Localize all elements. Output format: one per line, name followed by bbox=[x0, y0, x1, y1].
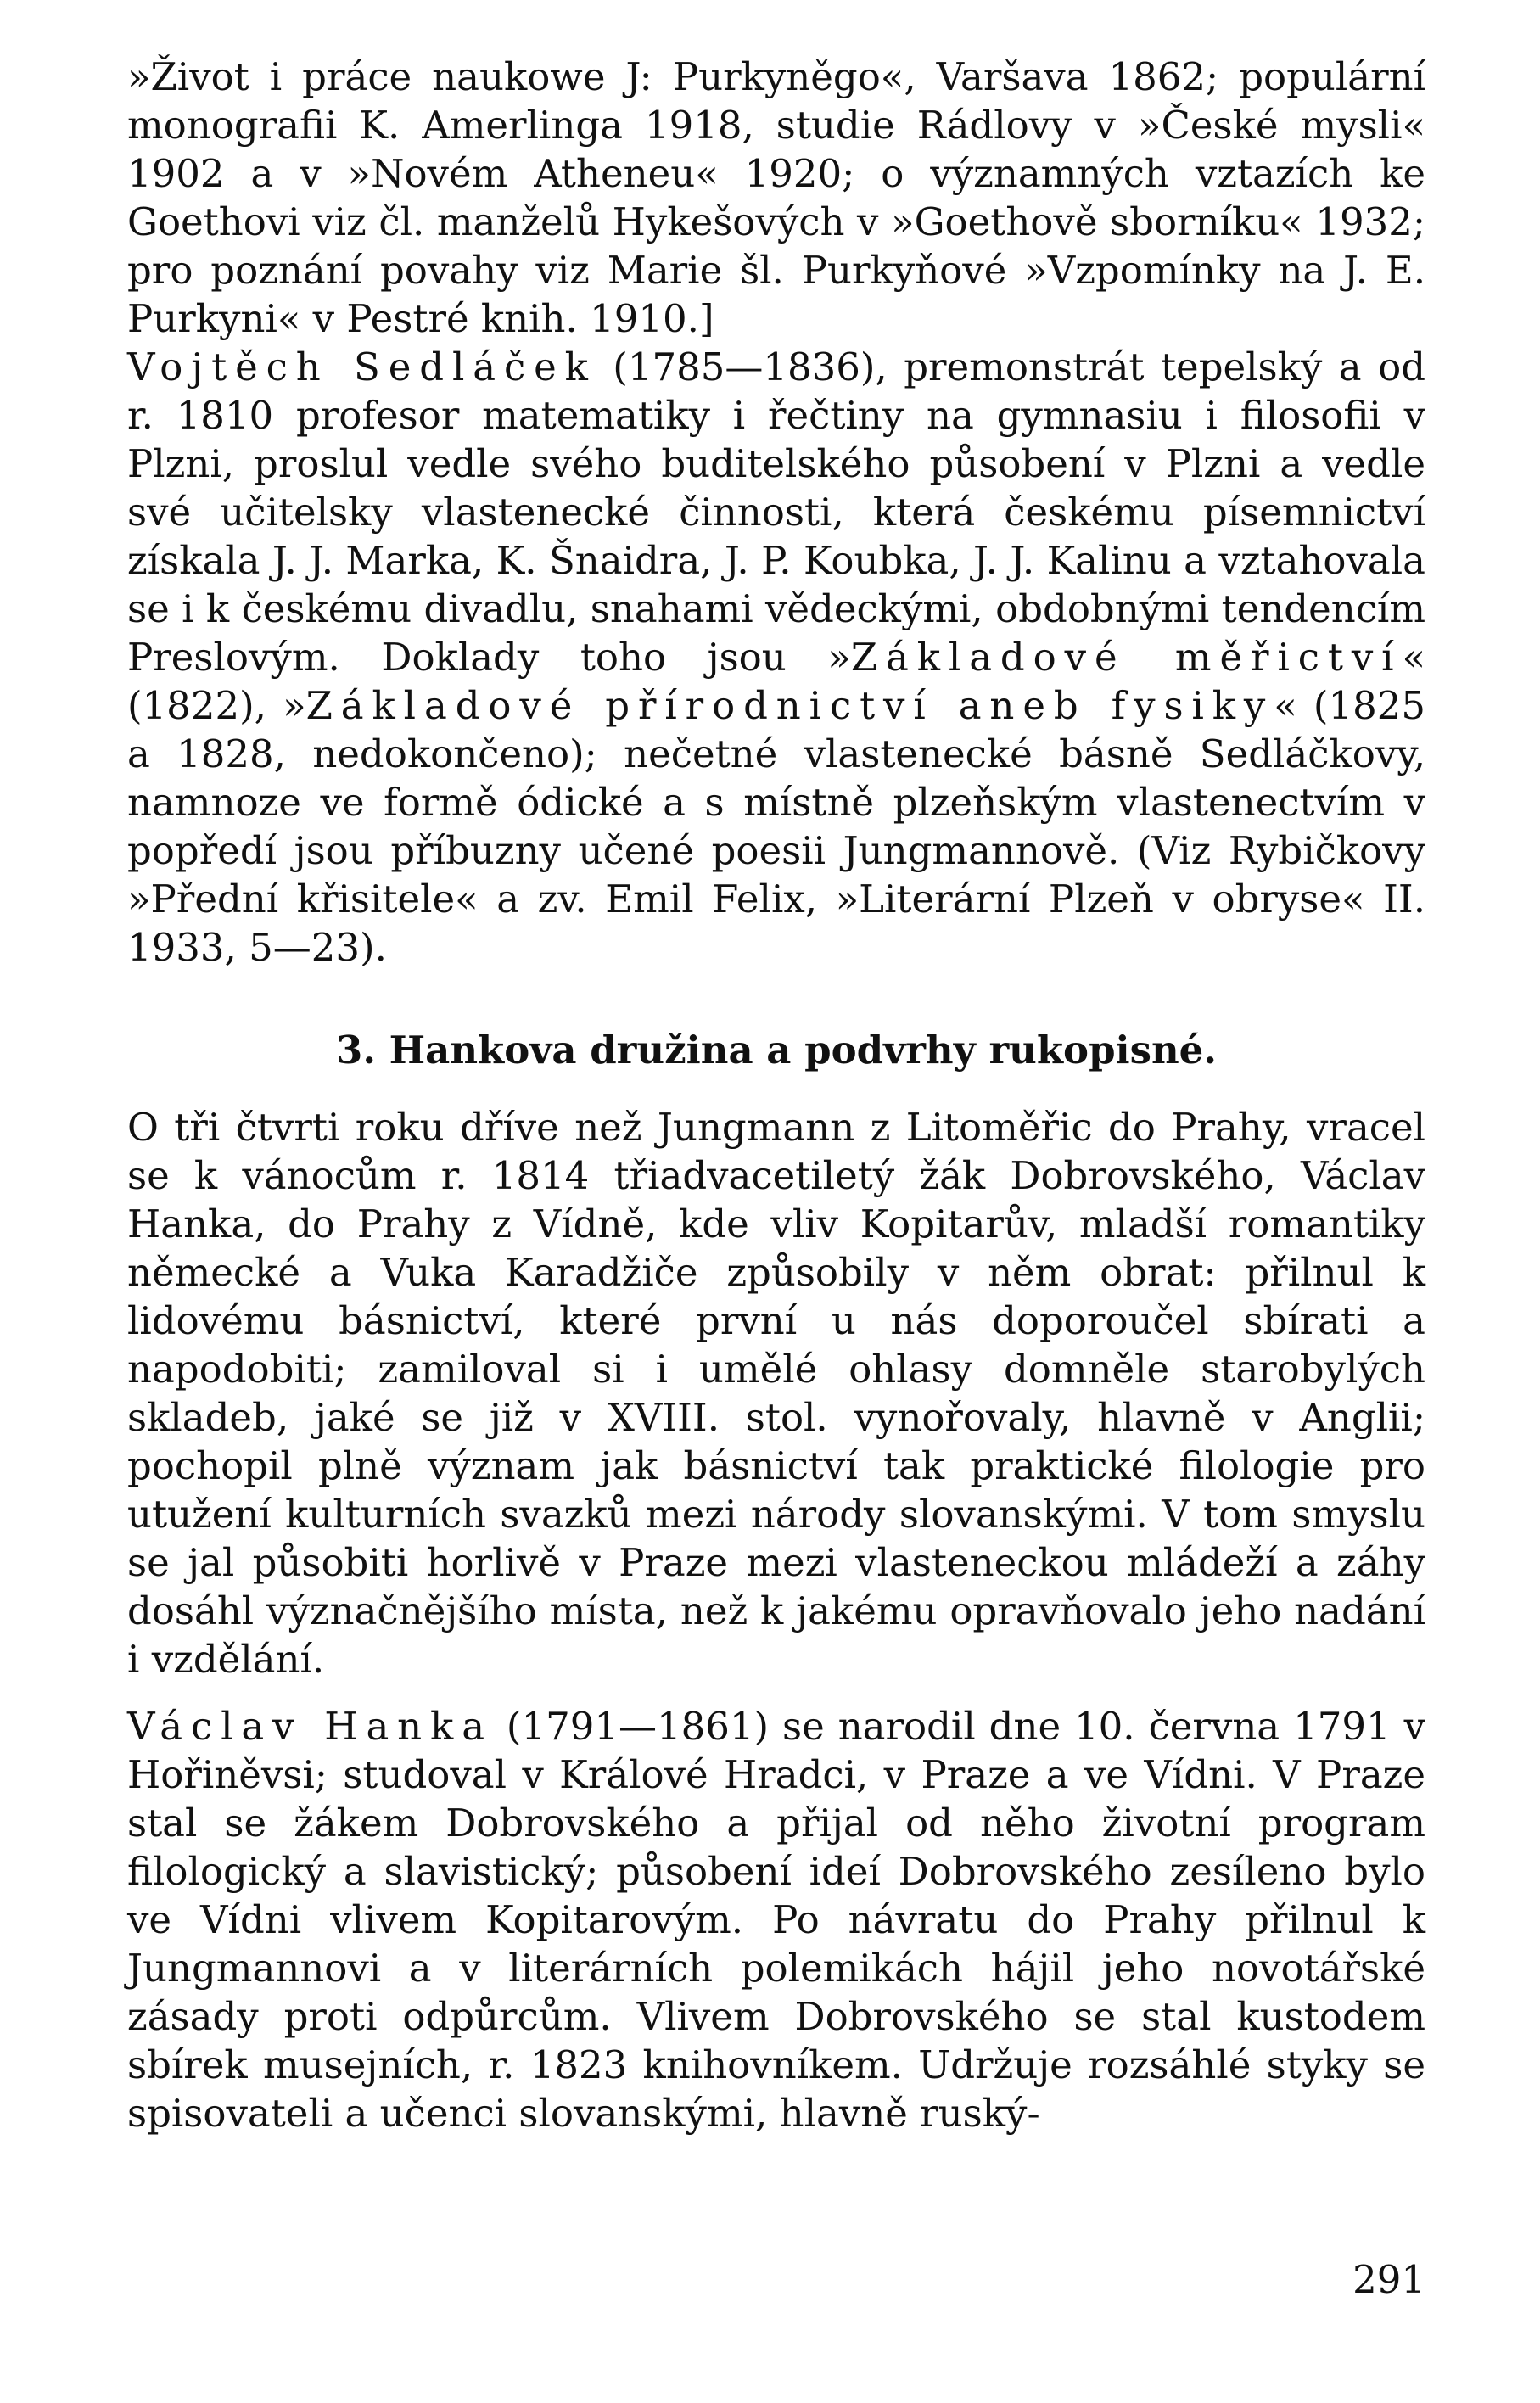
sedlacek-name: Vojtěch Sedláček bbox=[127, 344, 596, 389]
hanka-bio-paragraph bbox=[127, 1702, 1425, 2137]
hanka-bio-text: (1791—1861) se narodil dne 10. června 1791 v Hořiněvsi; studoval v Králové Hradci, v Praze a ve Vídni. V Praze stal se žákem Dobrovského a přijal od něho životní program filologický a slavistický; působení ideí Dobrovského zesíleno bylo ve Vídni vlivem Kopitarovým. Po návratu do Prahy přilnul k Jungmannovi a v literárních polemikách hájil jeho novotářské zásady proti odpůrcům. Vlivem Dobrovského se stal kustodem sbírek musejních, r. 1823 knihovníkem. Udržuje rozsáhlé styky se spisovateli a učenci slovanskými, hlavně ruský- bbox=[127, 1704, 1425, 2136]
sedlacek-work-title-1: Základové měřictví bbox=[850, 635, 1403, 680]
hanka-name: Václav Hanka bbox=[127, 1704, 493, 1749]
bibliography-text: »Život i práce naukowe J: Purkyněgo«, Varšava 1862; populární monografii K. Amerlinga 1918, studie Rádlovy v »České mysli« 1902 a v »Novém Atheneu« 1920; o významných vztazích ke Goethovi viz čl. manželů Hykešových v »Goethově sborníku« 1932; pro poznání povahy viz Marie šl. Purkyňové »Vzpomínky na J. E. Purkyni« v Pestré knih. 1910.] bbox=[127, 54, 1425, 341]
bibliography-paragraph bbox=[127, 53, 1425, 343]
section-heading: 3. Hankova družina a podvrhy rukopisné. bbox=[336, 1028, 1217, 1073]
sedlacek-text-1: (1785—1836), premonstrát tepelský a od r. 1810 profesor matematiky i řečtiny na gymnasiu i filosofii v Plzni, proslul vedle svého buditelského působení v Plzni a vedle své učitelsky vlastenecké činnosti, která českému písemnictví získala J. J. Marka, K. Šnaidra, J. P. Koubka, J. J. Kalinu a vztahovala se i k českému divadlu, snahami vědeckými, obdobnými tendencím Preslovým. Doklady toho jsou » bbox=[127, 344, 1425, 680]
hanka-intro-paragraph bbox=[127, 1103, 1425, 1683]
sedlacek-text-2: « (1822), » bbox=[127, 635, 1425, 728]
page-body bbox=[127, 53, 1425, 2137]
page-number: 291 bbox=[1352, 2257, 1425, 2302]
sedlacek-paragraph bbox=[127, 343, 1425, 972]
sedlacek-work-title-2: Základové přírodnictví aneb fysiky bbox=[305, 683, 1274, 728]
hanka-intro-text: O tři čtvrti roku dříve než Jungmann z Litoměřic do Prahy, vracel se k vánocům r. 1814 třiadvacetiletý žák Dobrovského, Václav Hanka, do Prahy z Vídně, kde vliv Kopitarův, mladší romantiky německé a Vuka Karadžiče způsobily v něm obrat: přilnul k lidovému básnictví, které první u nás doporoučel sbírati a napodobiti; zamiloval si i umělé ohlasy domněle starobylých skladeb, jaké se již v XVIII. stol. vynořovaly, hlavně v Anglii; pochopil plně význam jak básnictví tak praktické filologie pro utužení kulturních svazků mezi národy slovanskými. V tom smyslu se jal působiti horlivě v Praze mezi vlasteneckou mládeží a záhy dosáhl význačnějšího místa, než k jakému opravňovalo jeho nadání i vzdělání. bbox=[127, 1105, 1425, 1682]
sedlacek-text-3: « (1825 a 1828, nedokončeno); nečetné vlastenecké básně Sedláčkovy, namnoze ve formě ódické a s místně plzeňským vlastenectvím v popředí jsou příbuzny učené poesii Jungmannově. (Viz Rybičkovy »Přední křisitele« a zv. Emil Felix, »Literární Plzeň v obryse« II. 1933, 5—23). bbox=[127, 683, 1425, 970]
